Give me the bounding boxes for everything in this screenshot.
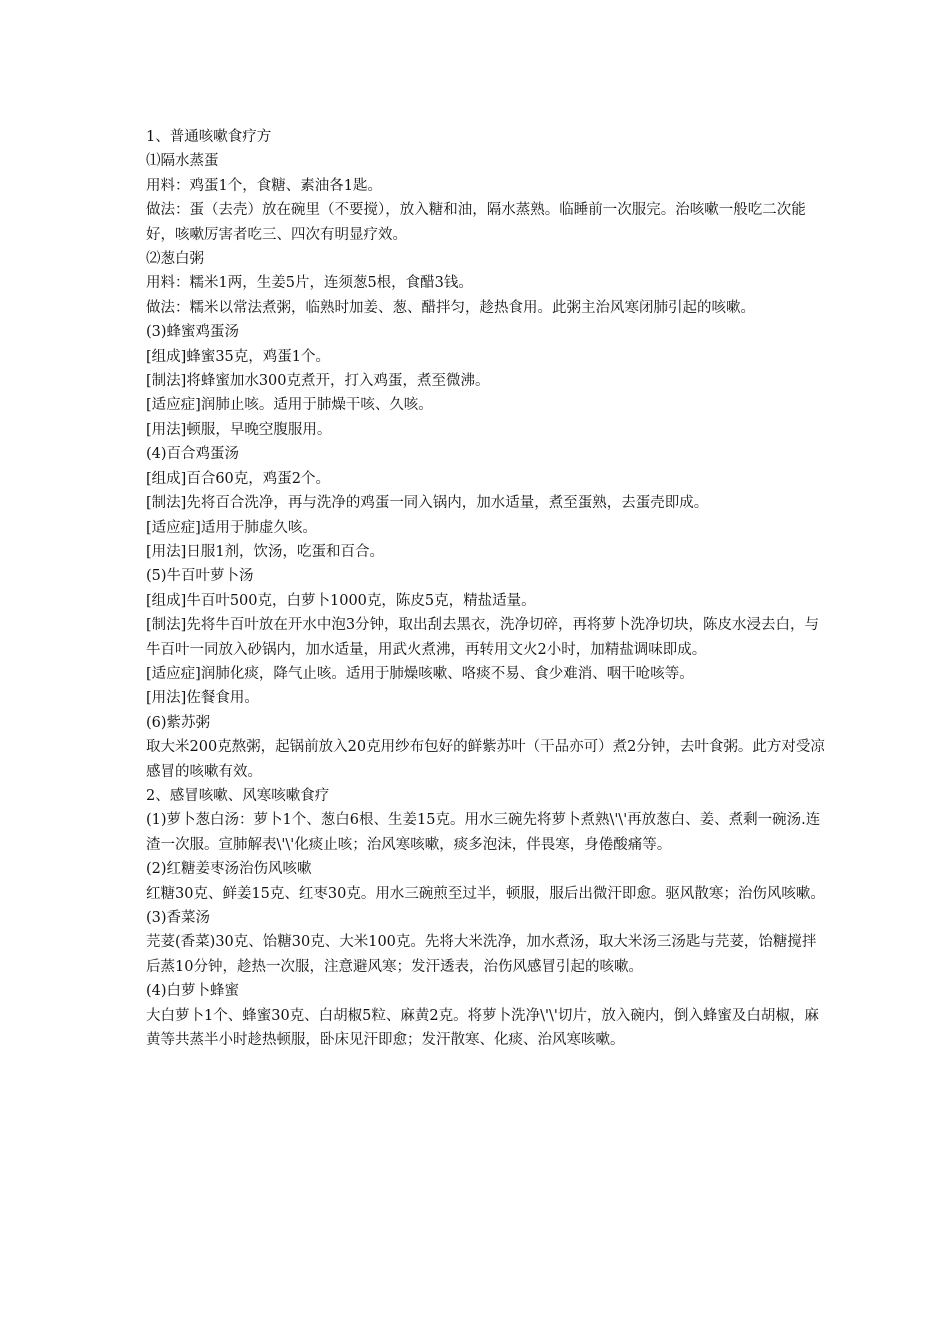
recipe-title: (5)牛百叶萝卜汤	[146, 568, 254, 585]
recipe-title: (4)白萝卜蜂蜜	[146, 983, 240, 1000]
paragraph: [用法]顿服，早晚空腹服用。	[146, 421, 332, 438]
recipe-title: (3)蜂蜜鸡蛋汤	[146, 324, 240, 341]
recipe-title: ⑴隔水蒸蛋	[146, 153, 219, 170]
paragraph: [用法]佐餐食用。	[146, 690, 259, 707]
section-heading: 1、普通咳嗽食疗方	[146, 129, 272, 145]
recipe-title: (2)红糖姜枣汤治伤风咳嗽	[146, 861, 312, 878]
paragraph: [用法]日服1剂，饮汤，吃蛋和百合。	[146, 543, 385, 560]
paragraph: 做法：蛋（去壳）放在碗里（不要搅），放入糖和油，隔水蒸熟。临睡前一次服完。治咳嗽一般吃二次能好，咳嗽厉害者吃三、四次有明显疗效。	[146, 202, 806, 243]
paragraph: 取大米200克熬粥，起锅前放入20克用纱布包好的鲜紫苏叶（干品亦可）煮2分钟，去叶食粥。此方对受凉感冒的咳嗽有效。	[146, 739, 825, 780]
paragraph: [制法]将蜂蜜加水300克煮开，打入鸡蛋，煮至微沸。	[146, 373, 490, 390]
paragraph: 红糖30克、鲜姜15克、红枣30克。用水三碗煎至过半，顿服，服后出微汗即愈。驱风散寒；治伤风咳嗽。	[146, 885, 825, 902]
paragraph: 用料：糯米1两，生姜5片，连须葱5根，食醋3钱。	[146, 275, 473, 292]
paragraph: 大白萝卜1个、蜂蜜30克、白胡椒5粒、麻黄2克。将萝卜洗净\'\'切片，放入碗内，倒入蜂蜜及白胡椒，麻黄等共蒸半小时趁热顿服，卧床见汗即愈；发汗散寒、化痰、治风寒咳嗽。	[146, 1007, 819, 1049]
paragraph: [组成]牛百叶500克，白萝卜1000克，陈皮5克，精盐适量。	[146, 592, 536, 609]
paragraph: 做法：糯米以常法煮粥，临熟时加姜、葱、醋拌匀，趁热食用。此粥主治风寒闭肺引起的咳嗽。	[146, 299, 755, 316]
paragraph: [组成]蜂蜜35克，鸡蛋1个。	[146, 348, 330, 365]
paragraph: [适应症]适用于肺虚久咳。	[146, 519, 317, 536]
recipe-title: (3)香菜汤	[146, 910, 211, 926]
recipe-title: (6)紫苏粥	[146, 714, 211, 731]
document-body	[146, 125, 826, 1052]
recipe-title: ⑵葱白粥	[146, 251, 204, 268]
paragraph: 芫荽(香菜)30克、饴糖30克、大米100克。先将大米洗净，加水煮汤，取大米汤三汤匙与芫荽，饴糖搅拌后蒸10分钟，趁热一次服，注意避风寒；发汗透表，治伤风感冒引起的咳嗽。	[146, 934, 817, 975]
section-heading: 2、感冒咳嗽、风寒咳嗽食疗	[146, 787, 330, 804]
paragraph: 用料：鸡蛋1个，食糖、素油各1匙。	[146, 177, 382, 194]
paragraph: [适应症]润肺止咳。适用于肺燥干咳、久咳。	[146, 397, 433, 414]
paragraph: [适应症]润肺化痰，降气止咳。适用于肺燥咳嗽、咯痰不易、食少难消、咽干呛咳等。	[146, 665, 694, 682]
recipe-title: (4)百合鸡蛋汤	[146, 446, 240, 463]
paragraph: (1)萝卜葱白汤：萝卜1个、葱白6根、生姜15克。用水三碗先将萝卜煮熟\'\'再放葱白、姜、煮剩一碗汤.连渣一次服。宣肺解表\'\'化痰止咳；治风寒咳嗽，痰多泡沫，伴畏寒，身倦酸痛等。	[146, 812, 821, 853]
paragraph: [组成]百合60克，鸡蛋2个。	[146, 470, 330, 487]
paragraph: [制法]先将百合洗净，再与洗净的鸡蛋一同入锅内，加水适量，煮至蛋熟，去蛋壳即成。	[146, 495, 709, 512]
paragraph: [制法]先将牛百叶放在开水中泡3分钟，取出刮去黑衣，洗净切碎，再将萝卜洗净切块，陈皮水浸去白，与牛百叶一同放入砂锅内，加水适量，用武火煮沸，再转用文火2小时，加精盐调味即成。	[146, 617, 820, 658]
